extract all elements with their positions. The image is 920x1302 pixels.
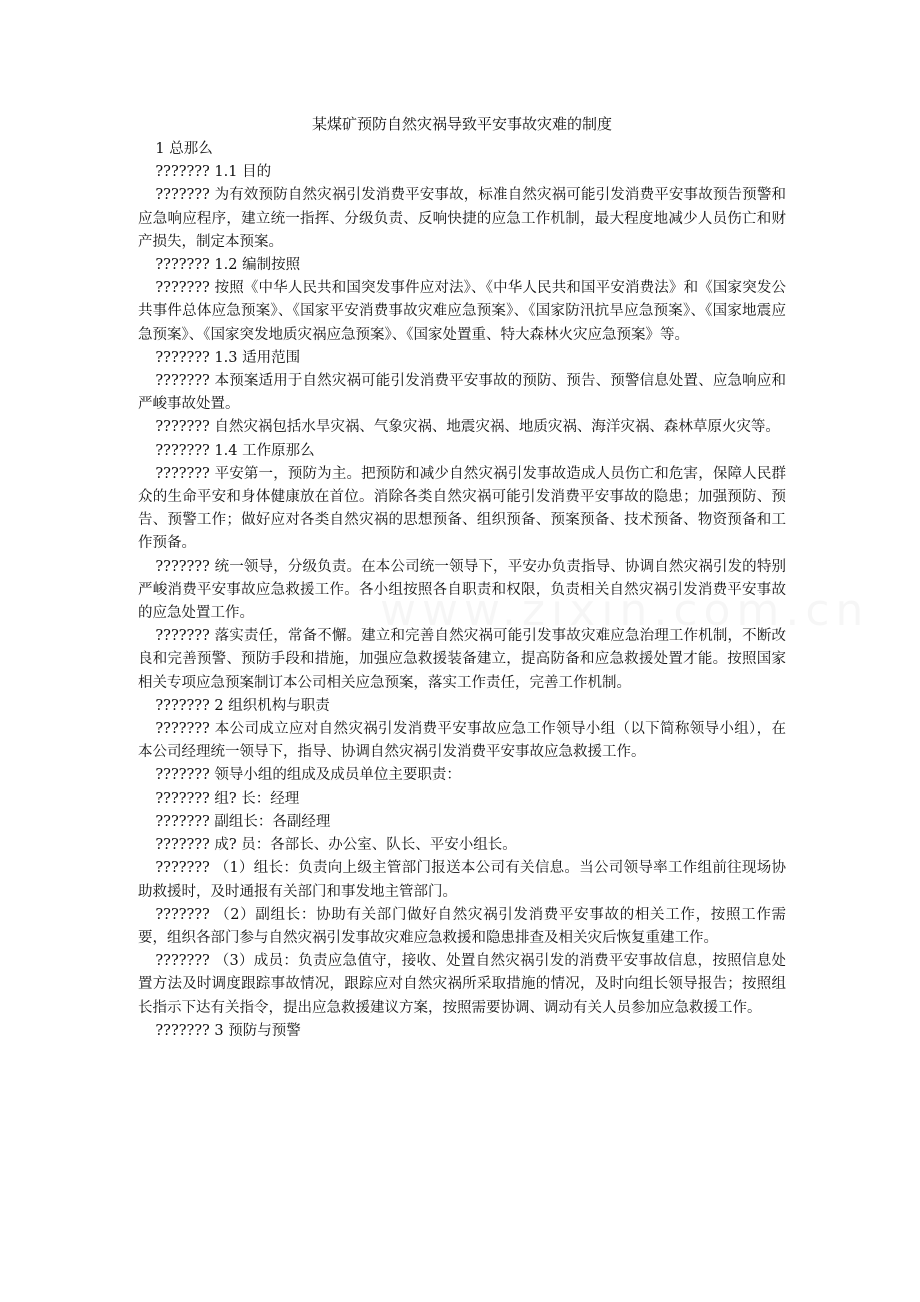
paragraph: ??????? （1）组长：负责向上级主管部门报送本公司有关信息。当公司领导率工作组前往现场协助救援时，及时通报有关部门和事发地主管部门。 — [138, 860, 786, 900]
document-title: 某煤矿预防自然灾祸导致平安事故灾难的制度 — [311, 115, 612, 133]
paragraph: ??????? 领导小组的组成及成员单位主要职责： — [155, 767, 461, 784]
paragraph: ??????? 3 预防与预警 — [155, 1022, 301, 1039]
paragraph: ??????? 自然灾祸包括水旱灾祸、气象灾祸、地震灾祸、地质灾祸、海洋灾祸、森林草原火灾等。 — [155, 419, 780, 436]
document-body — [138, 138, 786, 1043]
paragraph: ??????? 组? 长：经理 — [155, 790, 300, 807]
paragraph: ??????? 统一领导，分级负责。在本公司统一领导下，平安办负责指导、协调自然灾祸引发的特别严峻消费平安事故应急救援工作。各小组按照各自职责和权限，负责相关自然灾祸引发消费平安事故的应急处置工作。 — [138, 558, 786, 622]
paragraph: ??????? （3）成员：负责应急值守，接收、处置自然灾祸引发的消费平安事故信息，按照信息处置方法及时调度跟踪事故情况，跟踪应对自然灾祸所采取措施的情况，及时向组长领导报告；按照组长指示下达有关指令，提出应急救援建议方案，按照需要协调、调动有关人员参加应急救援工作。 — [138, 953, 786, 1016]
paragraph: ??????? 落实责任，常备不懈。建立和完善自然灾祸可能引发事故灾难应急治理工作机制，不断改良和完善预警、预防手段和措施，加强应急救援装备建立，提高防备和应急救援处置才能。按照国家相关专项应急预案制订本公司相关应急预案，落实工作责任，完善工作机制。 — [138, 628, 786, 691]
paragraph: ??????? 为有效预防自然灾祸引发消费平安事故，标准自然灾祸可能引发消费平安事故预告预警和应急响应程序，建立统一指挥、分级负责、反响快捷的应急工作机制，最大程度地减少人员伤亡和财产损失，制定本预案。 — [138, 187, 786, 250]
paragraph: ??????? 1.1 目的 — [155, 164, 272, 181]
paragraph: ??????? 1.3 适用范围 — [155, 349, 301, 366]
paragraph: ??????? 副组长：各副经理 — [155, 813, 331, 830]
paragraph: ??????? 本公司成立应对自然灾祸引发消费平安事故应急工作领导小组（以下简称领导小组），在本公司经理统一领导下，指导、协调自然灾祸引发消费平安事故应急救援工作。 — [138, 721, 786, 761]
paragraph: ??????? 本预案适用于自然灾祸可能引发消费平安事故的预防、预告、预警信息处置、应急响应和严峻事故处置。 — [138, 373, 786, 413]
paragraph: 1 总那么 — [155, 141, 213, 157]
paragraph: ??????? 1.4 工作原那么 — [155, 442, 315, 459]
document-page — [138, 112, 786, 1043]
paragraph: ??????? 按照《中华人民共和国突发事件应对法》、《中华人民共和国平安消费法》和《国家突发公共事件总体应急预案》、《国家平安消费事故灾难应急预案》、《国家防汛抗旱应急预案》、《国家地震应急预案》、《国家突发地质灾祸应急预案》、《国家处置重、特大森林火灾应急预案》等。 — [138, 280, 786, 343]
paragraph: ??????? 1.2 编制按照 — [155, 257, 301, 274]
paragraph: ??????? 成? 员：各部长、办公室、队长、平安小组长。 — [155, 837, 517, 854]
paragraph: ??????? 2 组织机构与职责 — [155, 697, 330, 714]
paragraph: ??????? （2）副组长：协助有关部门做好自然灾祸引发消费平安事故的相关工作，按照工作需要，组织各部门参与自然灾祸引发事故灾难应急救援和隐患排查及相关灾后恢复重建工作。 — [138, 906, 786, 946]
paragraph: ??????? 平安第一，预防为主。把预防和减少自然灾祸引发事故造成人员伤亡和危害，保障人民群众的生命平安和身体健康放在首位。消除各类自然灾祸可能引发消费平安事故的隐患；加强预防、预告、预警工作；做好应对各类自然灾祸的思想预备、组织预备、预案预备、技术预备、物资预备和工作预备。 — [138, 465, 786, 552]
